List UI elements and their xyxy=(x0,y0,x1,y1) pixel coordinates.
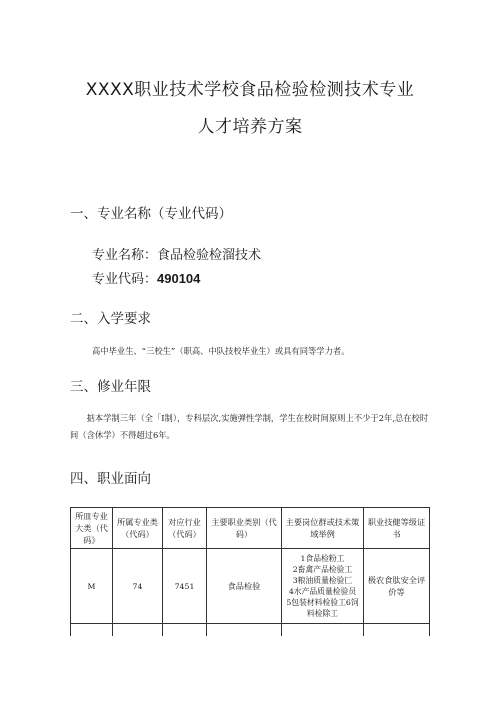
table-cell-empty xyxy=(282,624,364,637)
table-row xyxy=(71,549,430,624)
table-header-cell: 主要职业类别（代码） xyxy=(207,508,282,549)
table-cell-class-code: 74 xyxy=(113,549,163,624)
position-item: 3粮油质量检验匚 xyxy=(292,576,353,585)
table-cell-positions xyxy=(282,549,364,624)
career-table xyxy=(70,507,430,636)
table-header-cell: 所属专业类（代码） xyxy=(113,508,163,549)
section-heading-major-name: 一、专业名称（专业代码） xyxy=(70,206,232,222)
table-header-row xyxy=(71,508,430,549)
table-cell-empty xyxy=(207,624,282,637)
table-header-cell: 职业技健等级证书 xyxy=(364,508,430,549)
major-code-line xyxy=(92,268,200,287)
position-item: 4水产品质量检验员 xyxy=(288,587,357,596)
table-header-cell: 对应行业（代码） xyxy=(163,508,207,549)
table-cell-certificate: 极农食肽安全评价等 xyxy=(364,549,430,624)
admission-text: 高中毕业生、“三校生”（职高、中队技校毕业生）或具有同等学力者。 xyxy=(92,346,350,356)
doc-title-line2: 人才培养方案 xyxy=(197,117,303,137)
table-row xyxy=(71,624,430,637)
major-name-line: 专业名称：食品检验检溜技术 xyxy=(92,248,262,263)
table-cell-empty xyxy=(113,624,163,637)
table-cell-empty xyxy=(163,624,207,637)
position-item: 2畜禽产品检验工 xyxy=(292,565,353,574)
table-header-cell: 主要岗位群或技术策域举例 xyxy=(282,508,364,549)
table-header-cell: 所皿专业大类（代码》 xyxy=(71,508,113,549)
table-cell-industry-code: 7451 xyxy=(163,549,207,624)
table-cell-occupation: 食品检验 xyxy=(207,549,282,624)
section-heading-admission: 二、入学要求 xyxy=(70,311,151,327)
section-heading-duration: 三、修业年限 xyxy=(70,379,151,395)
doc-title-line1: XXXX职业技术学校食品检验检测技术专业 xyxy=(85,80,415,100)
position-item: 5包装材料检验工6饲料检除工 xyxy=(286,598,359,618)
table-cell-category-code: M xyxy=(71,549,113,624)
position-item: 1食品检粉工 xyxy=(300,554,345,563)
major-code-label: 专业代码： xyxy=(92,272,158,287)
duration-text: 掂本学制三年（全「I制），专科层次,实施弹性学制，学生在校时间原则上不少于2年,总在校时间（含休学）不得超过6年。 xyxy=(70,413,429,440)
table-cell-empty xyxy=(71,624,113,637)
major-code-value: 490104 xyxy=(157,271,201,286)
table-cell-empty xyxy=(364,624,430,637)
section-heading-career: 四、职业面向 xyxy=(70,471,151,487)
